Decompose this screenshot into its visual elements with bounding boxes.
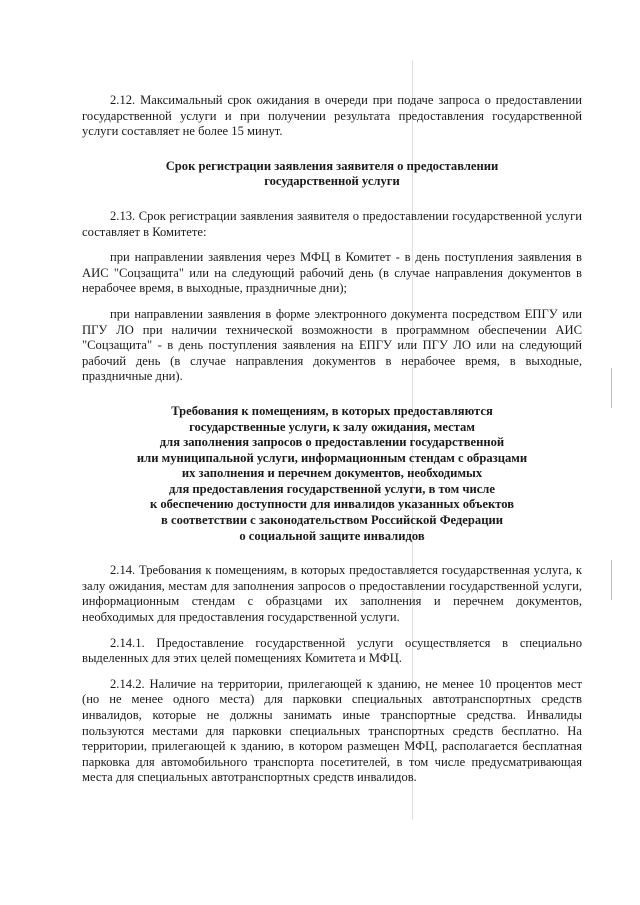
- heading-registration-term: [82, 159, 582, 190]
- heading-line: для предоставления государственной услуги, в том числе: [169, 481, 495, 496]
- heading-line: государственной услуги: [264, 174, 400, 189]
- heading-line: для заполнения запросов о предоставлении государственной: [159, 435, 505, 450]
- paragraph: 2.14. Требования к помещениям, в которых предоставляется государственная услуга, к залу ожидания, местам для заполнения запросов о предоставлении государственной услуги, информационным стендам с образцами их заполнения и перечнем документов, необходимых для предоставления государственной услуги.: [82, 563, 582, 625]
- heading-line: к обеспечению доступности для инвалидов указанных объектов: [149, 497, 515, 512]
- heading-line: или муниципальной услуги, информационным стендам с образцами: [136, 450, 528, 465]
- heading-line: государственные услуги, к залу ожидания, местам: [189, 419, 475, 434]
- scan-edge-mark: [611, 560, 612, 600]
- heading-line: Требования к помещениям, в которых предоставляются: [171, 403, 493, 418]
- section-2-13: [82, 209, 582, 385]
- paragraph: 2.14.1. Предоставление государственной услуги осуществляется в специально выделенных для этих целей помещениях Комитета и МФЦ.: [82, 635, 582, 666]
- paragraph: при направлении заявления через МФЦ в Комитет - в день поступления заявления в АИС "Соцзащита" или на следующий рабочий день (в случае направления документов в нерабочее время, в выходные, праздничные дни);: [82, 250, 582, 296]
- section-2-12: [82, 93, 582, 140]
- paragraph: 2.12. Максимальный срок ожидания в очереди при подаче запроса о предоставлении государственной услуги и при получении результата предоставления государственной услуги составляет не более 15 минут.: [82, 93, 582, 139]
- heading-line: о социальной защите инвалидов: [239, 528, 425, 543]
- heading-premises-requirements: [82, 404, 582, 544]
- heading-line: в соответствии с законодательством Российской Федерации: [161, 513, 503, 528]
- document-body: [82, 93, 582, 786]
- paragraph: при направлении заявления в форме электронного документа посредством ЕПГУ или ПГУ ЛО при наличии технической возможности в программном обеспечении АИС "Соцзащита" - в день поступления заявления на ЕПГУ или ПГУ ЛО или на следующий рабочий день (в случае направления документов в нерабочее время, в выходные, праздничные дни).: [82, 306, 582, 384]
- paragraph: 2.14.2. Наличие на территории, прилегающей к зданию, не менее 10 процентов мест (но не менее одного места) для парковки специальных автотранспортных средств инвалидов, которые не должны занимать иные транспортные средства. Инвалиды пользуются местами для парковки специальных транспортных средств бесплатно. На территории, прилегающей к зданию, в котором размещен МФЦ, располагается бесплатная парковка для автомобильного транспорта посетителей, в том числе предусматривающая места для специальных автотранспортных средств инвалидов.: [82, 676, 582, 785]
- heading-line: Срок регистрации заявления заявителя о предоставлении: [165, 158, 499, 173]
- heading-line: их заполнения и перечнем документов, необходимых: [181, 466, 483, 481]
- section-2-14: [82, 563, 582, 786]
- paragraph: 2.13. Срок регистрации заявления заявителя о предоставлении государственной услуги составляет в Комитете:: [82, 208, 582, 239]
- scan-edge-mark: [611, 368, 612, 408]
